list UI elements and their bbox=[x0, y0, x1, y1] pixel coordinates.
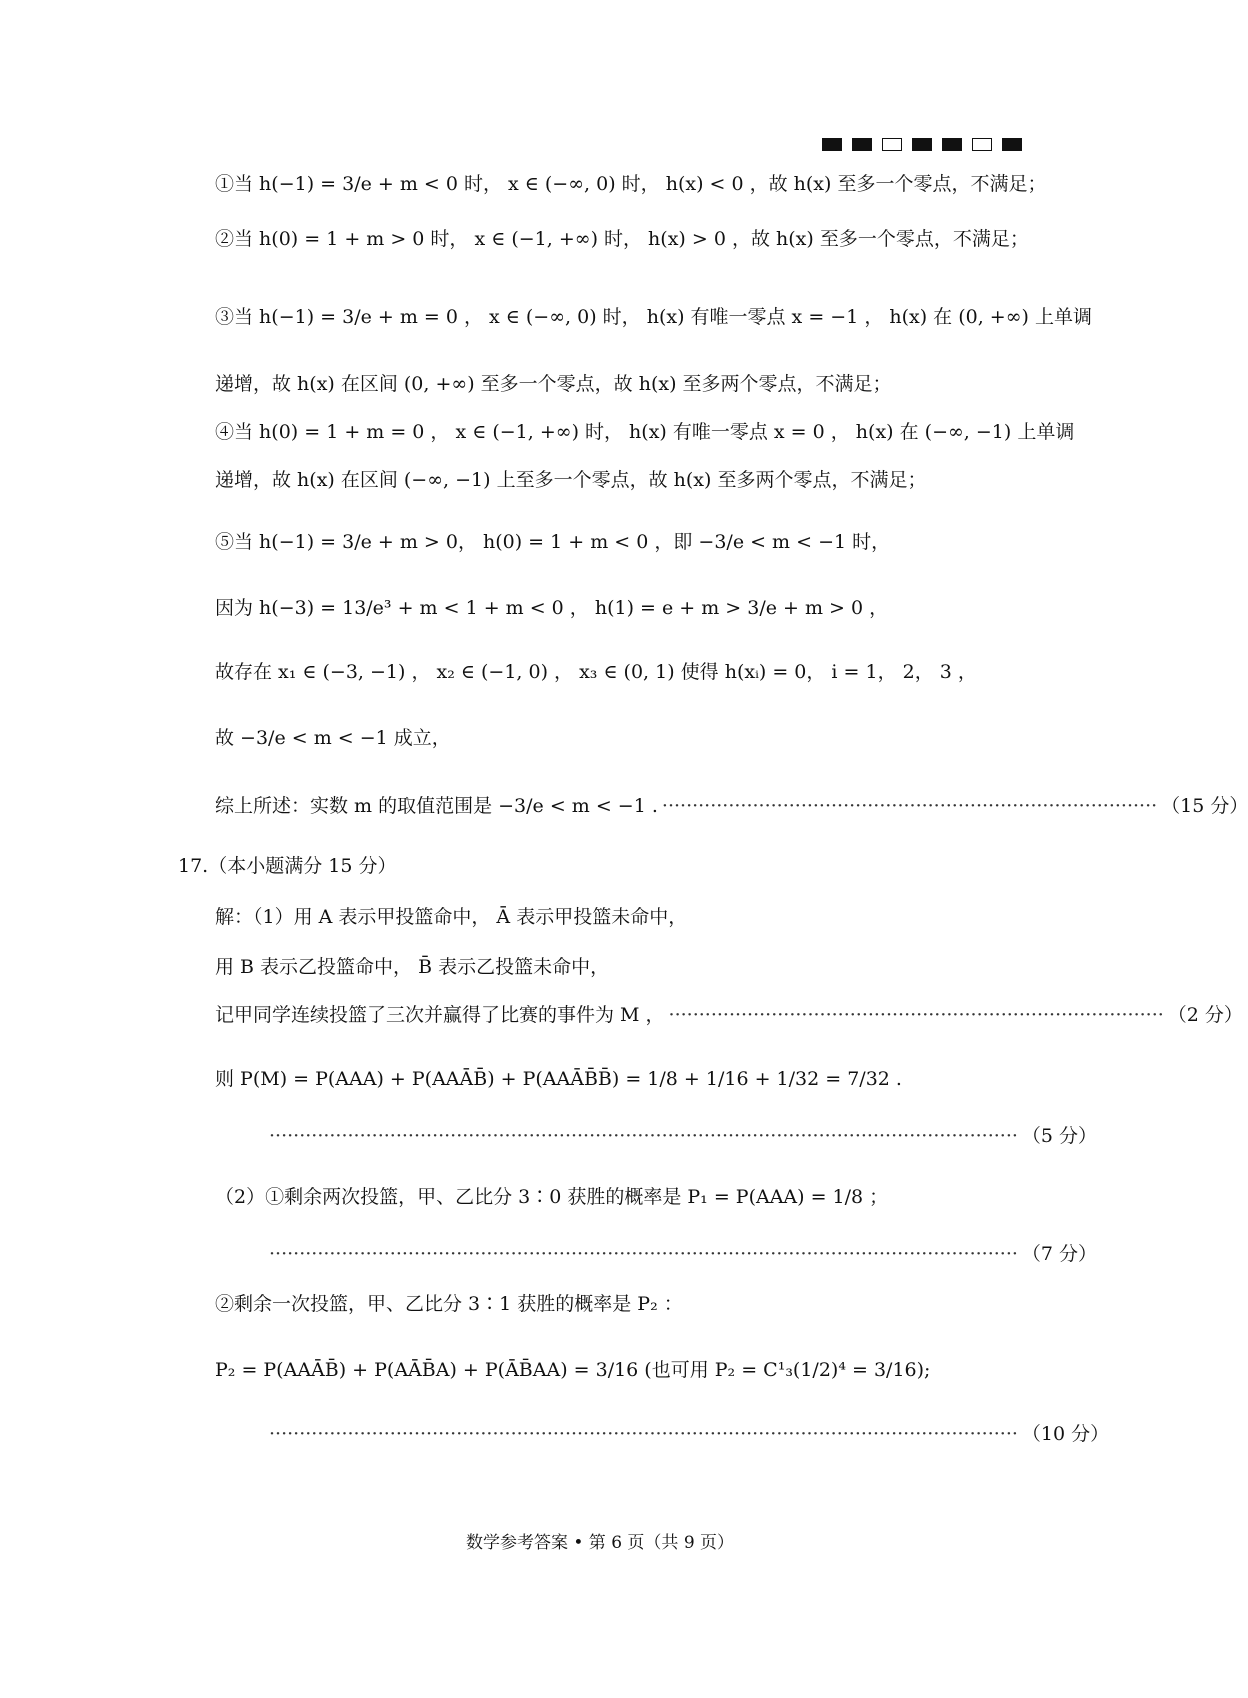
leader-dots: ···························································································································· bbox=[269, 1423, 1018, 1445]
remaining-one-line: ②剩余一次投篮，甲、乙比分 3∶1 获胜的概率是 P₂ ： bbox=[215, 1293, 683, 1315]
score-label: （10 分） bbox=[1021, 1423, 1110, 1445]
leader-dots: ···························································································································· bbox=[269, 1125, 1018, 1147]
header-mark bbox=[852, 138, 872, 151]
case-3-continued: 递增，故 h(x) 在区间 (0, +∞) 至多一个零点，故 h(x) 至多两个零点，不满足； bbox=[215, 373, 892, 395]
probability-m-line: 则 P(M) = P(AAA) + P(AAĀB̄) + P(AAĀB̄B̄) = 1/8 + 1/16 + 1/32 = 7/32 . bbox=[215, 1068, 902, 1090]
case-4-line: ④当 h(0) = 1 + m = 0 ， x ∈ (−1, +∞) 时， h(x) 有唯一零点 x = 0 ， h(x) 在 (−∞, −1) 上单调 bbox=[215, 421, 1075, 443]
leader-dots: ·················································································· bbox=[668, 1004, 1164, 1026]
header-marks bbox=[822, 138, 1032, 152]
definition-b-line: 用 B 表示乙投篮命中， B̄ 表示乙投篮未命中， bbox=[215, 956, 610, 978]
case-4-continued: 递增，故 h(x) 在区间 (−∞, −1) 上至多一个零点，故 h(x) 至多两个零点，不满足； bbox=[215, 469, 927, 491]
header-mark bbox=[942, 138, 962, 151]
header-mark bbox=[972, 138, 992, 151]
because-line: 因为 h(−3) = 13/e³ + m < 1 + m < 0 ， h(1) = e + m > 3/e + m > 0 ， bbox=[215, 597, 889, 619]
score-label: （15 分） bbox=[1161, 795, 1248, 817]
problem-17-header: 17.（本小题满分 15 分） bbox=[178, 855, 397, 877]
conclusion-line: 综上所述：实数 m 的取值范围是 −3/e < m < −1 . ·················································································· （15 分） bbox=[215, 792, 1032, 820]
case-2-line: ②当 h(0) = 1 + m > 0 时， x ∈ (−1, +∞) 时， h(x) > 0 ，故 h(x) 至多一个零点，不满足； bbox=[215, 228, 1029, 250]
part-2-line: （2）①剩余两次投篮，甲、乙比分 3∶0 获胜的概率是 P₁ = P(AAA) = 1/8 ； bbox=[215, 1186, 889, 1208]
event-m-line: 记甲同学连续投篮了三次并赢得了比赛的事件为 M ， ·················································································· （2 分） bbox=[215, 1001, 1032, 1029]
p2-formula-line: P₂ = P(AAĀB̄) + P(AĀB̄A) + P(ĀB̄AA) = 3/16 (也可用 P₂ = C¹₃(1/2)⁴ = 3/16); bbox=[215, 1359, 931, 1381]
score-7-line bbox=[265, 1240, 1098, 1268]
solution-line: 解：（1）用 A 表示甲投篮命中， Ā 表示甲投篮未命中， bbox=[215, 906, 688, 928]
exists-line: 故存在 x₁ ∈ (−3, −1) ， x₂ ∈ (−1, 0) ， x₃ ∈ (0, 1) 使得 h(xᵢ) = 0， i = 1， 2， 3 ， bbox=[215, 661, 977, 683]
case-5-line: ⑤当 h(−1) = 3/e + m > 0， h(0) = 1 + m < 0 ，即 −3/e < m < −1 时， bbox=[215, 531, 891, 553]
case-1-line: ①当 h(−1) = 3/e + m < 0 时， x ∈ (−∞, 0) 时， h(x) < 0 ，故 h(x) 至多一个零点，不满足； bbox=[215, 173, 1047, 195]
score-10-line bbox=[265, 1420, 1110, 1448]
header-mark bbox=[912, 138, 932, 151]
header-mark bbox=[822, 138, 842, 151]
score-label: （5 分） bbox=[1021, 1125, 1098, 1147]
score-5-line bbox=[265, 1122, 1098, 1150]
leader-dots: ·················································································· bbox=[661, 795, 1158, 817]
score-label: （7 分） bbox=[1021, 1243, 1098, 1265]
score-label: （2 分） bbox=[1167, 1004, 1243, 1026]
case-3-line: ③当 h(−1) = 3/e + m = 0 ， x ∈ (−∞, 0) 时， h(x) 有唯一零点 x = −1 ， h(x) 在 (0, +∞) 上单调 bbox=[215, 306, 1092, 328]
page-footer: 数学参考答案 • 第 6 页（共 9 页） bbox=[465, 1533, 735, 1553]
header-mark bbox=[882, 138, 902, 151]
header-mark bbox=[1002, 138, 1022, 151]
leader-dots: ···························································································································· bbox=[269, 1243, 1018, 1265]
holds-line: 故 −3/e < m < −1 成立， bbox=[215, 727, 451, 749]
